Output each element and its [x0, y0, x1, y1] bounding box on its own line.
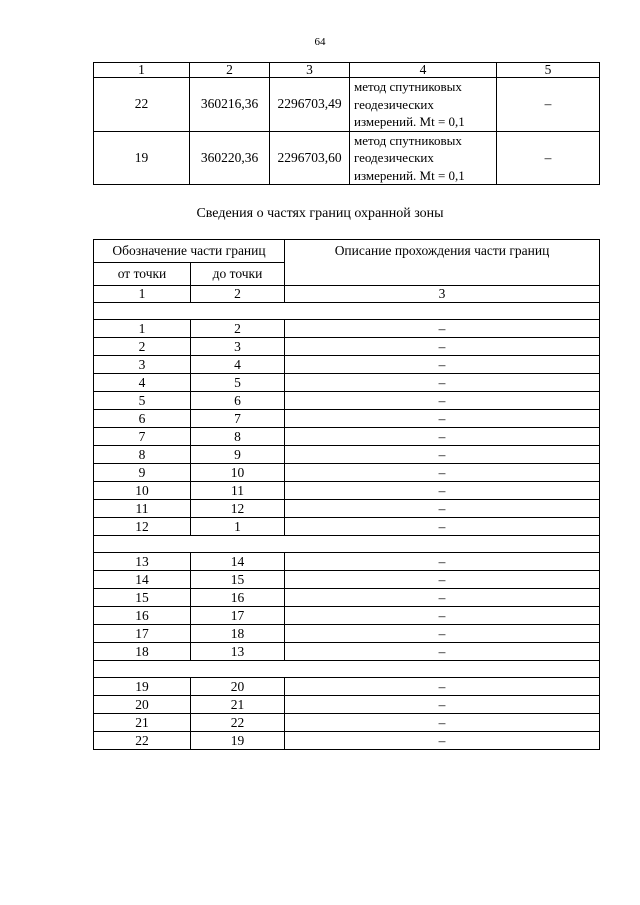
from-point: 9 [94, 464, 191, 482]
x-coordinate: 360216,36 [190, 78, 270, 132]
from-point: 4 [94, 374, 191, 392]
boundary-description: – [285, 553, 600, 571]
column-5-value: – [497, 131, 600, 185]
to-point: 7 [191, 410, 285, 428]
boundary-description: – [285, 464, 600, 482]
to-point: 22 [191, 714, 285, 732]
from-point: 20 [94, 696, 191, 714]
page-number: 64 [314, 36, 326, 48]
boundary-description: – [285, 607, 600, 625]
boundary-description: – [285, 589, 600, 607]
from-point: 14 [94, 571, 191, 589]
method-line: геодезических [354, 96, 434, 112]
contour-separator [94, 303, 600, 320]
boundary-description: – [285, 732, 600, 750]
from-point-header: от точки [94, 263, 191, 286]
boundary-description: – [285, 696, 600, 714]
boundary-description: – [285, 643, 600, 661]
from-point: 19 [94, 678, 191, 696]
header-row [94, 240, 600, 263]
section-title: Сведения о частях границ охранной зоны [196, 206, 444, 221]
point-number: 19 [94, 131, 190, 185]
to-point: 1 [191, 518, 285, 536]
from-point: 16 [94, 607, 191, 625]
to-point: 12 [191, 500, 285, 518]
column-number: 1 [94, 63, 190, 78]
from-point: 13 [94, 553, 191, 571]
boundary-description: – [285, 500, 600, 518]
from-point: 6 [94, 410, 191, 428]
table-row [94, 78, 600, 132]
boundary-description: – [285, 446, 600, 464]
from-point: 1 [94, 320, 191, 338]
designation-header: Обозначение части границ [94, 240, 285, 263]
table-row [94, 589, 600, 607]
column-number: 1 [94, 286, 191, 303]
to-point: 20 [191, 678, 285, 696]
contour-separator-row [94, 303, 600, 320]
from-point: 2 [94, 338, 191, 356]
from-point: 3 [94, 356, 191, 374]
description-header: Описание прохождения части границ [285, 240, 600, 286]
from-point: 11 [94, 500, 191, 518]
to-point: 17 [191, 607, 285, 625]
boundary-description: – [285, 356, 600, 374]
to-point: 13 [191, 643, 285, 661]
method-description [350, 78, 497, 132]
boundary-description: – [285, 374, 600, 392]
from-point: 17 [94, 625, 191, 643]
from-point: 18 [94, 643, 191, 661]
contour-separator-row [94, 661, 600, 678]
table-row [94, 553, 600, 571]
column-number-row [94, 63, 600, 78]
from-point: 10 [94, 482, 191, 500]
boundary-parts-table [93, 239, 600, 750]
table-row [94, 320, 600, 338]
to-point-header: до точки [191, 263, 285, 286]
boundary-description: – [285, 410, 600, 428]
column-number-row [94, 286, 600, 303]
boundary-description: – [285, 320, 600, 338]
table-row [94, 732, 600, 750]
contour-separator [94, 661, 600, 678]
boundary-description: – [285, 392, 600, 410]
table-row [94, 678, 600, 696]
table-row [94, 338, 600, 356]
table-row [94, 607, 600, 625]
from-point: 15 [94, 589, 191, 607]
to-point: 9 [191, 446, 285, 464]
method-line: измерений. Mt = 0,1 [354, 114, 465, 129]
table-row [94, 392, 600, 410]
column-number: 3 [270, 63, 350, 78]
column-number: 5 [497, 63, 600, 78]
contour-separator [94, 536, 600, 553]
column-number: 3 [285, 286, 600, 303]
coordinates-table [93, 62, 600, 185]
to-point: 10 [191, 464, 285, 482]
boundary-description: – [285, 338, 600, 356]
table-row [94, 446, 600, 464]
from-point: 22 [94, 732, 191, 750]
to-point: 14 [191, 553, 285, 571]
boundary-description: – [285, 678, 600, 696]
from-point: 5 [94, 392, 191, 410]
boundary-description: – [285, 482, 600, 500]
boundary-description: – [285, 571, 600, 589]
to-point: 19 [191, 732, 285, 750]
to-point: 5 [191, 374, 285, 392]
boundary-description: – [285, 428, 600, 446]
column-5-value: – [497, 78, 600, 132]
to-point: 11 [191, 482, 285, 500]
to-point: 4 [191, 356, 285, 374]
column-number: 2 [190, 63, 270, 78]
from-point: 8 [94, 446, 191, 464]
column-number: 2 [191, 286, 285, 303]
table-row [94, 374, 600, 392]
table-row [94, 428, 600, 446]
table-row [94, 643, 600, 661]
from-point: 21 [94, 714, 191, 732]
table-row [94, 696, 600, 714]
contour-separator-row [94, 536, 600, 553]
boundary-parts-body [94, 303, 600, 750]
to-point: 16 [191, 589, 285, 607]
to-point: 15 [191, 571, 285, 589]
table-row [94, 500, 600, 518]
method-line: геодезических [354, 150, 434, 165]
to-point: 18 [191, 625, 285, 643]
x-coordinate: 360220,36 [190, 131, 270, 185]
to-point: 2 [191, 320, 285, 338]
boundary-description: – [285, 518, 600, 536]
point-number: 22 [94, 78, 190, 132]
method-line: метод спутниковых [354, 132, 462, 148]
to-point: 21 [191, 696, 285, 714]
to-point: 6 [191, 392, 285, 410]
boundary-description: – [285, 714, 600, 732]
y-coordinate: 2296703,49 [270, 78, 350, 132]
column-number: 4 [350, 63, 497, 78]
table-row [94, 518, 600, 536]
to-point: 8 [191, 428, 285, 446]
table-row [94, 131, 600, 185]
from-point: 7 [94, 428, 191, 446]
method-line: метод спутниковых [354, 79, 462, 94]
table-row [94, 571, 600, 589]
from-point: 12 [94, 518, 191, 536]
to-point: 3 [191, 338, 285, 356]
y-coordinate: 2296703,60 [270, 131, 350, 185]
table-row [94, 464, 600, 482]
boundary-description: – [285, 625, 600, 643]
table-row [94, 625, 600, 643]
table-row [94, 356, 600, 374]
table-row [94, 482, 600, 500]
method-description [350, 131, 497, 185]
method-line: измерений. Mt = 0,1 [354, 167, 465, 183]
table-row [94, 714, 600, 732]
table-row [94, 410, 600, 428]
